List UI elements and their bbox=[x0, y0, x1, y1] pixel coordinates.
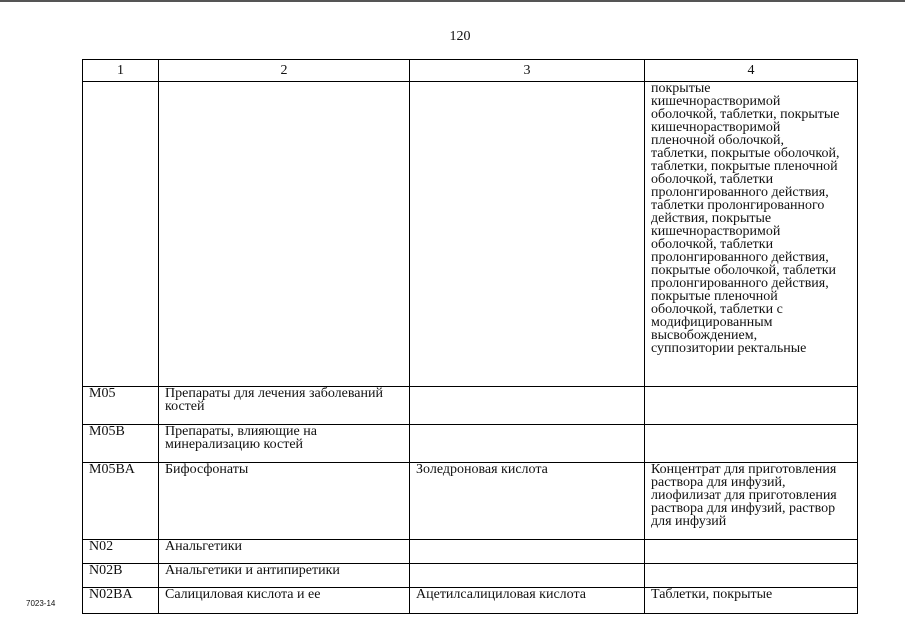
drug-cell bbox=[410, 425, 645, 463]
code-cell bbox=[83, 82, 159, 387]
table-row bbox=[83, 540, 858, 564]
name-cell: Анальгетики bbox=[159, 540, 410, 564]
code-cell: N02 bbox=[83, 540, 159, 564]
name-cell: Салициловая кислота и ее bbox=[159, 588, 410, 614]
form-text: Концентрат для приготовления раствора для инфузий, лиофилизат для приготовления раствора для инфузий, раствор для инфузий bbox=[651, 462, 837, 529]
drug-table bbox=[82, 59, 858, 614]
scan-top-edge bbox=[0, 0, 905, 2]
form-cell bbox=[645, 387, 858, 425]
code-cell: N02BA bbox=[83, 588, 159, 614]
column-header-1: 1 bbox=[83, 60, 159, 82]
form-cell bbox=[645, 82, 858, 387]
form-cell bbox=[645, 463, 858, 540]
drug-cell bbox=[410, 82, 645, 387]
column-header-4: 4 bbox=[645, 60, 858, 82]
table-row bbox=[83, 564, 858, 588]
table-row bbox=[83, 425, 858, 463]
table-header-row bbox=[83, 60, 858, 82]
form-cell bbox=[645, 425, 858, 463]
name-text: Бифосфонаты bbox=[165, 462, 249, 477]
drug-cell bbox=[410, 540, 645, 564]
name-cell bbox=[159, 82, 410, 387]
form-cell: Таблетки, покрытые bbox=[645, 588, 858, 614]
name-cell bbox=[159, 387, 410, 425]
code-cell: M05 bbox=[83, 387, 159, 425]
code-cell: N02B bbox=[83, 564, 159, 588]
drug-cell bbox=[410, 387, 645, 425]
page-number: 120 bbox=[449, 29, 471, 44]
table-row bbox=[83, 387, 858, 425]
column-header-2: 2 bbox=[159, 60, 410, 82]
table-row-continuation bbox=[83, 82, 858, 387]
table-row bbox=[83, 463, 858, 540]
name-text: Препараты для лечения заболеваний костей bbox=[165, 386, 383, 414]
table-row bbox=[83, 588, 858, 614]
name-cell: Анальгетики и антипиретики bbox=[159, 564, 410, 588]
form-text: покрытые кишечнорастворимой оболочкой, таблетки, покрытые кишечнорастворимой пленочной оболочкой, таблетки, покрытые оболочкой, таблетки, покрытые пленочной оболочкой, таблетки пролонгированного действия, таблетки пролонгированного действия, покрытые кишечнорастворимой оболочкой, таблетки пролонгированного действия, покрытые оболочкой, таблетки пролонгированного действия, покрытые пленочной оболочкой, таблетки с модифицированным высвобождением, суппозитории ректальные bbox=[651, 81, 840, 356]
drug-cell: Золедроновая кислота bbox=[410, 463, 645, 540]
code-cell: M05BA bbox=[83, 463, 159, 540]
name-text: Препараты, влияющие на минерализацию костей bbox=[165, 424, 317, 452]
column-header-3: 3 bbox=[410, 60, 645, 82]
drug-cell bbox=[410, 564, 645, 588]
form-cell bbox=[645, 564, 858, 588]
drug-cell: Ацетилсалициловая кислота bbox=[410, 588, 645, 614]
name-cell bbox=[159, 463, 410, 540]
code-cell: M05B bbox=[83, 425, 159, 463]
name-cell bbox=[159, 425, 410, 463]
document-code: 7023-14 bbox=[26, 599, 56, 608]
form-cell bbox=[645, 540, 858, 564]
